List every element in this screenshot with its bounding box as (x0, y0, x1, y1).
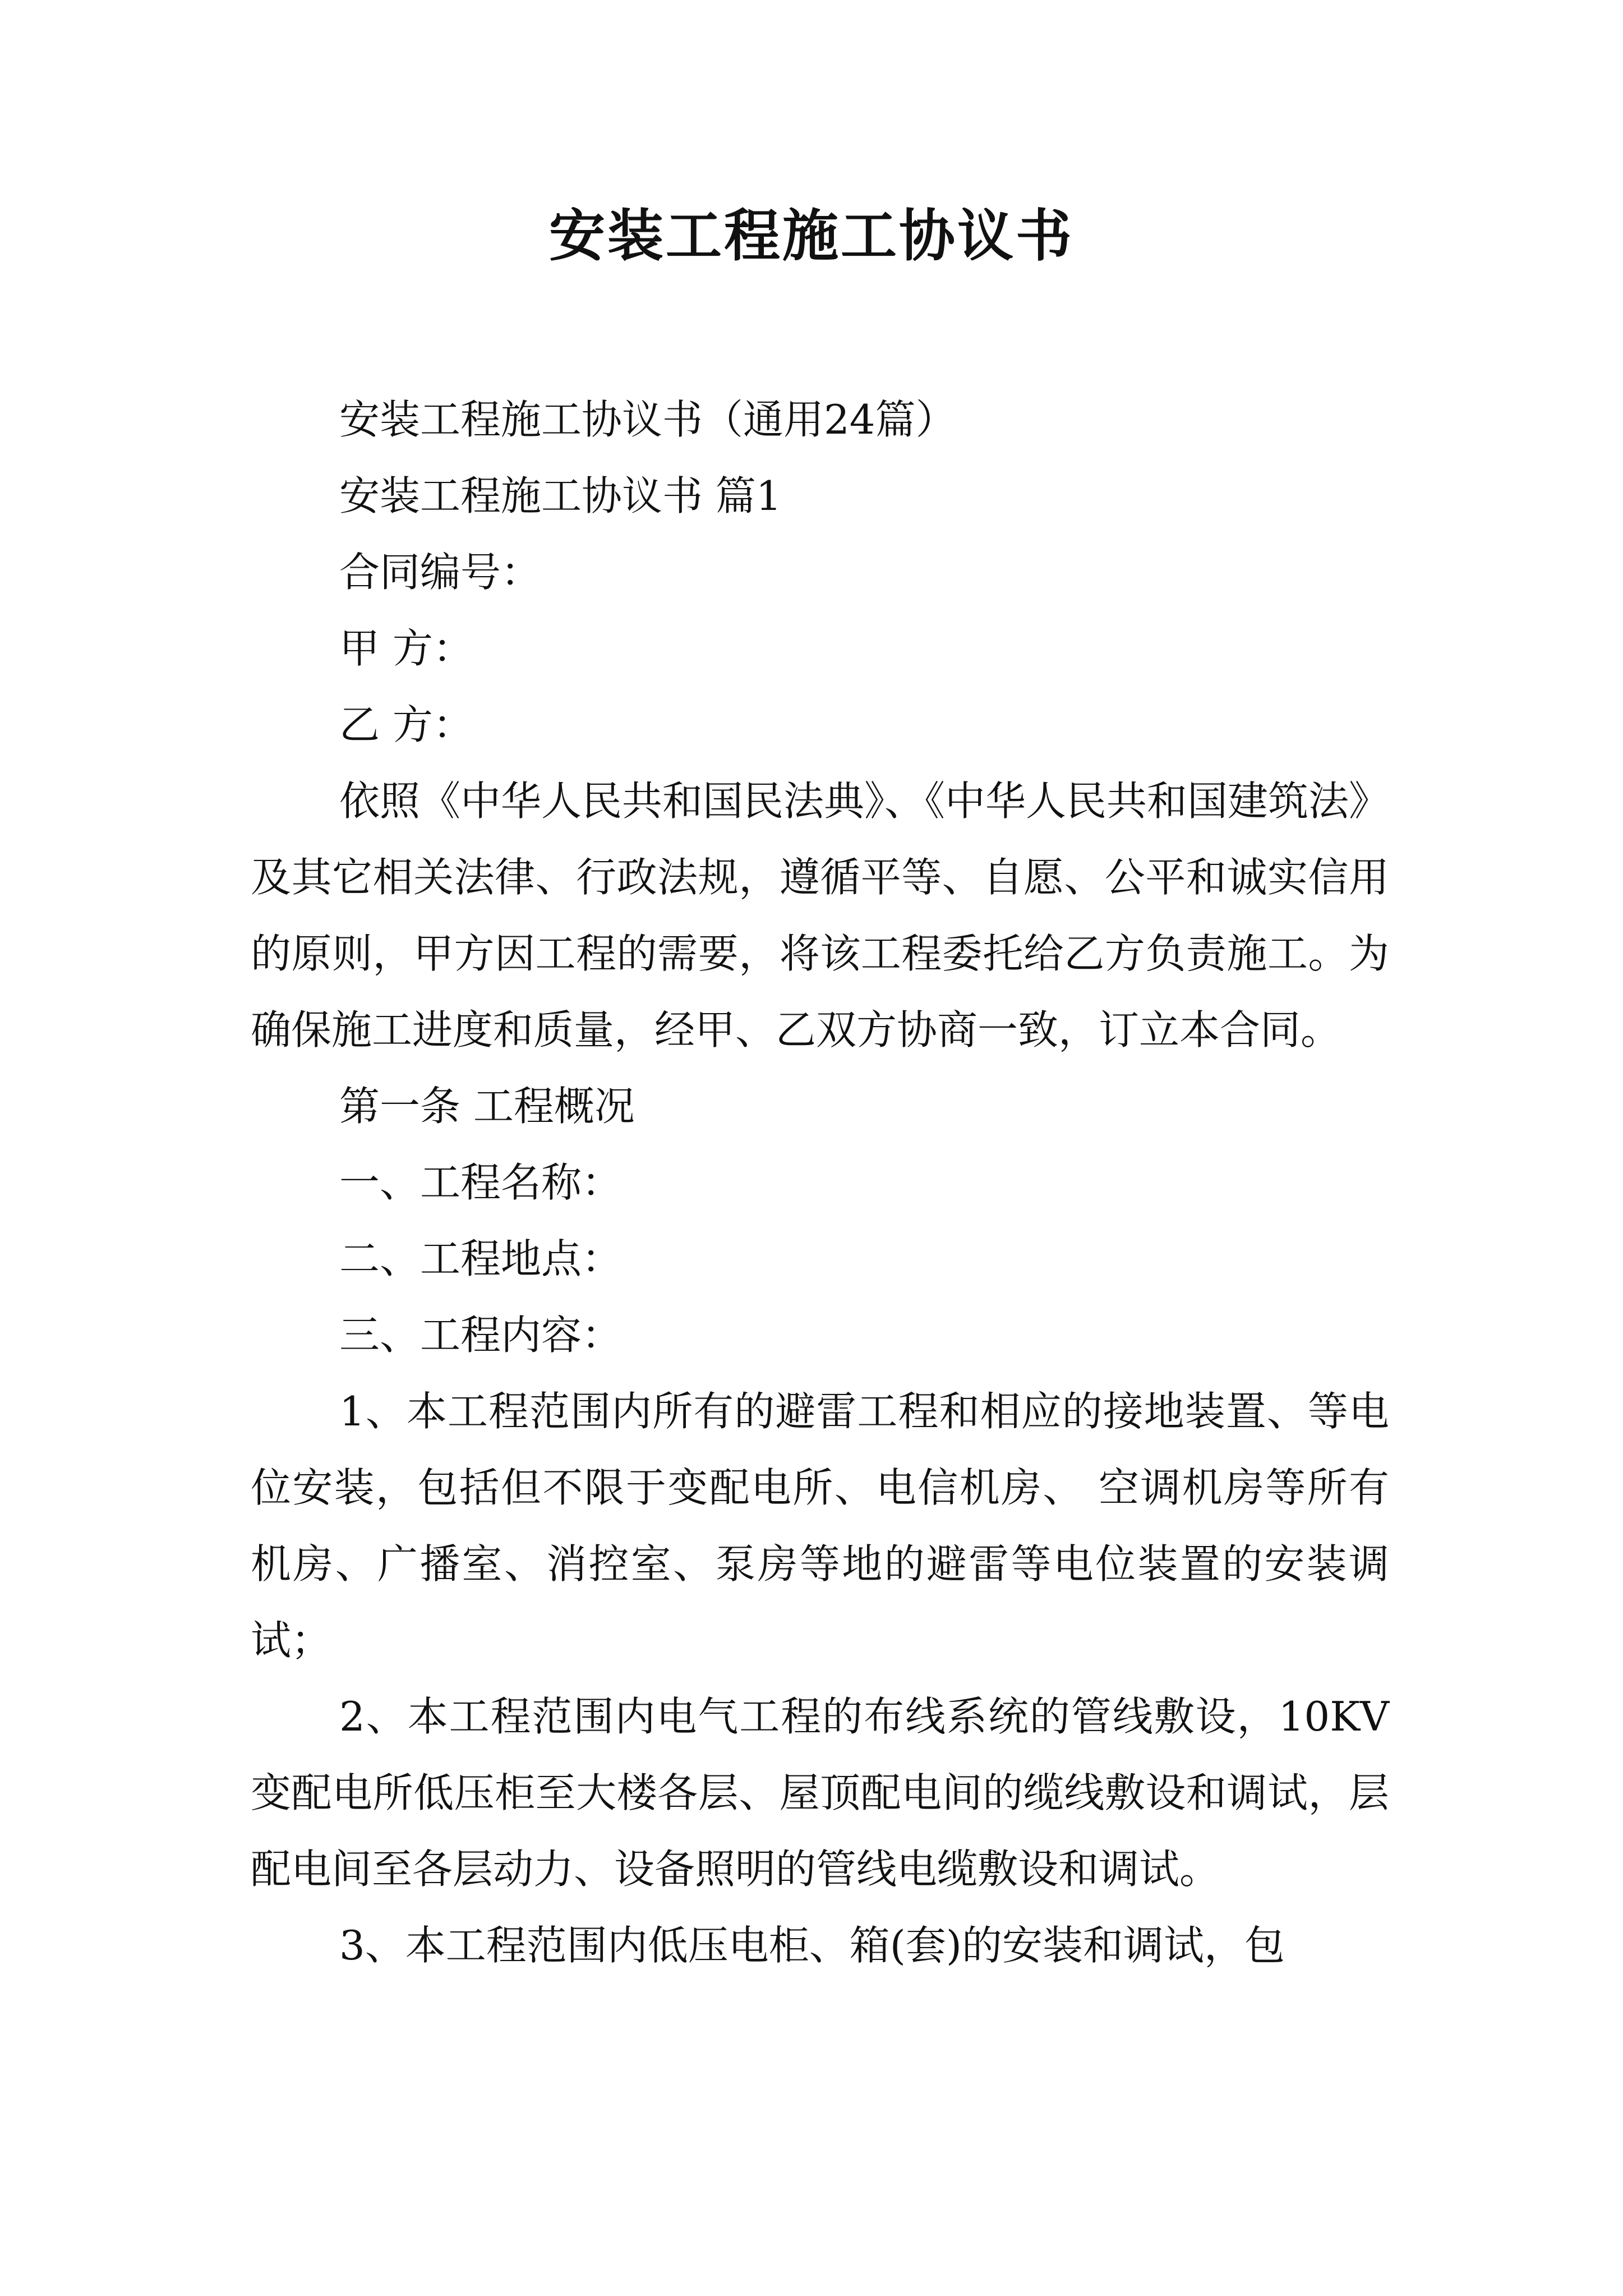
document-body (251, 381, 1389, 1984)
content-item-3: 3、本工程范围内低压电柜、箱(套)的安装和调试，包 (339, 1922, 1285, 1969)
article-1-heading: 第一条 工程概况 (339, 1083, 635, 1130)
contract-number-label: 合同编号： (339, 549, 542, 596)
section-heading: 安装工程施工协议书 篇1 (339, 472, 782, 519)
content-item-2: 2、本工程范围内电气工程的布线系统的管线敷设，10KV变配电所低压柜至大楼各层、屋顶配电间的缆线敷设和调试，层配电间至各层动力、设备照明的管线电缆敷设和调试。 (251, 1693, 1389, 1893)
item-project-name: 一、工程名称： (339, 1159, 623, 1206)
item-project-content: 三、工程内容： (339, 1312, 623, 1359)
party-b-label: 乙 方： (339, 701, 473, 748)
item-project-location: 二、工程地点： (339, 1235, 623, 1282)
party-a-label: 甲 方： (339, 625, 473, 672)
document-subtitle: 安装工程施工协议书（通用24篇） (339, 396, 956, 443)
intro-paragraph: 依照《中华人民共和国民法典》、《中华人民共和国建筑法》及其它相关法律、行政法规，遵循平等、自愿、公平和诚实信用的原则，甲方因工程的需要，将该工程委托给乙方负责施工。为确保施工进度和质量，经甲、乙双方协商一致，订立本合同。 (251, 777, 1390, 1053)
document-title: 安装工程施工协议书 (549, 203, 1074, 269)
content-item-1: 1、本工程范围内所有的避雷工程和相应的接地装置、等电位安装，包括但不限于变配电所、电信机房、 空调机房等所有机房、广播室、消控室、泵房等地的避雷等电位装置的安装调试； (251, 1388, 1389, 1664)
